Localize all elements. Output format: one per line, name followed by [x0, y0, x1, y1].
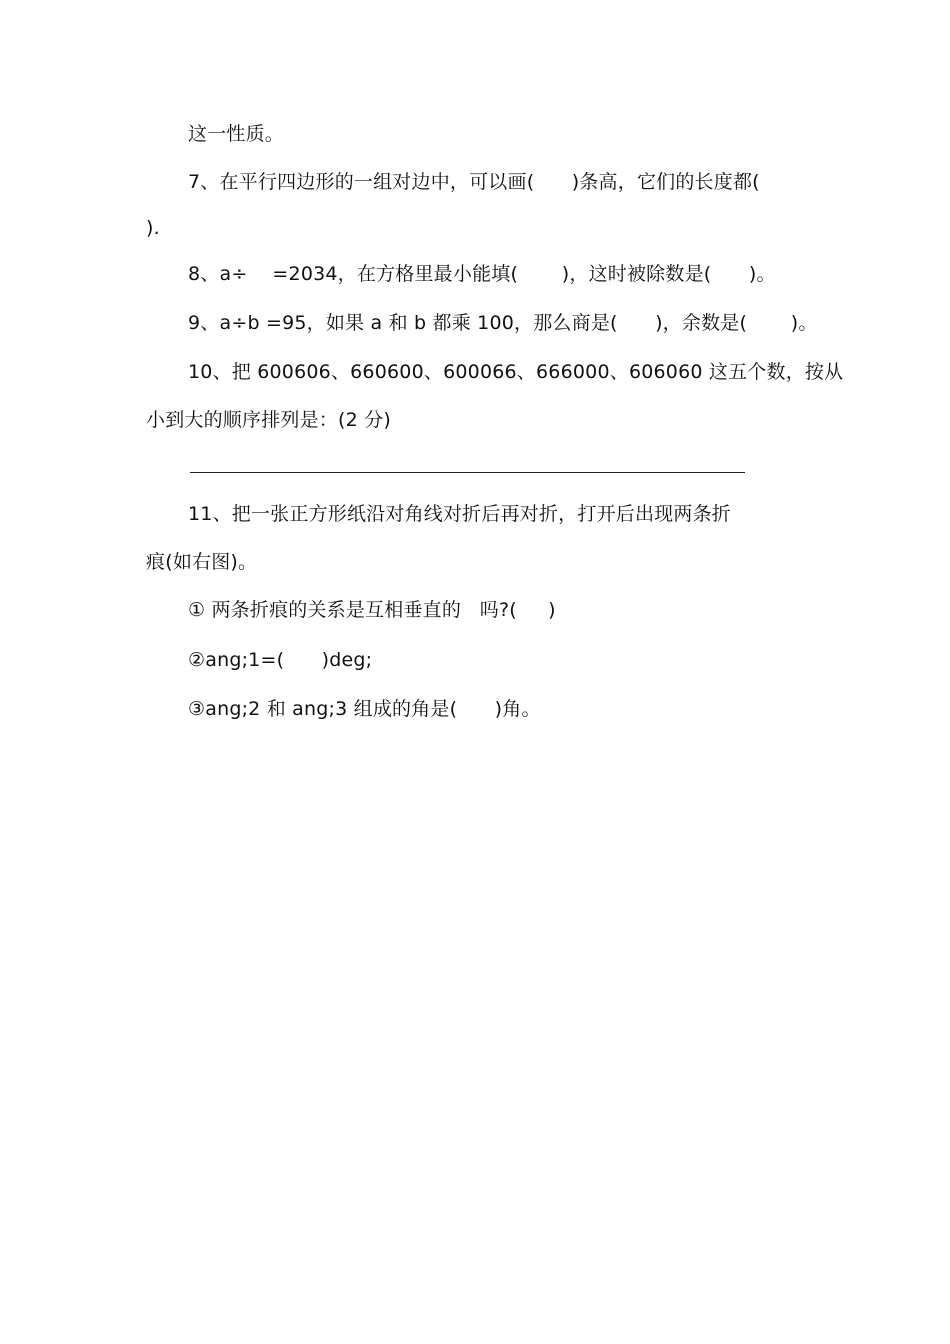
- question-10-line-1: 10、把 600606、660600、600066、666000、606060 这五个数，按从: [188, 361, 844, 383]
- question-11-part-1: ① 两条折痕的关系是互相垂直的 吗?( ): [188, 599, 556, 621]
- question-7-line-1: 7、在平行四边形的一组对边中，可以画( )条高，它们的长度都(: [188, 171, 760, 193]
- question-11-part-2: ②ang;1=( )deg;: [188, 649, 373, 671]
- question-11-part-3: ③ang;2 和 ang;3 组成的角是( )角。: [188, 698, 541, 720]
- question-7-line-2: ).: [146, 217, 160, 239]
- question-8: 8、a÷ =2034，在方格里最小能填( )，这时被除数是( )。: [188, 263, 776, 285]
- answer-blank-line: [190, 472, 745, 473]
- question-10-line-2: 小到大的顺序排列是：(2 分): [146, 409, 391, 431]
- question-9: 9、a÷b =95，如果 a 和 b 都乘 100，那么商是( )，余数是( )。: [188, 312, 818, 334]
- question-11-line-1: 11、把一张正方形纸沿对角线对折后再对折，打开后出现两条折: [188, 503, 731, 525]
- text-line-property-end: 这一性质。: [188, 123, 285, 145]
- question-11-line-2: 痕(如右图)。: [146, 551, 258, 573]
